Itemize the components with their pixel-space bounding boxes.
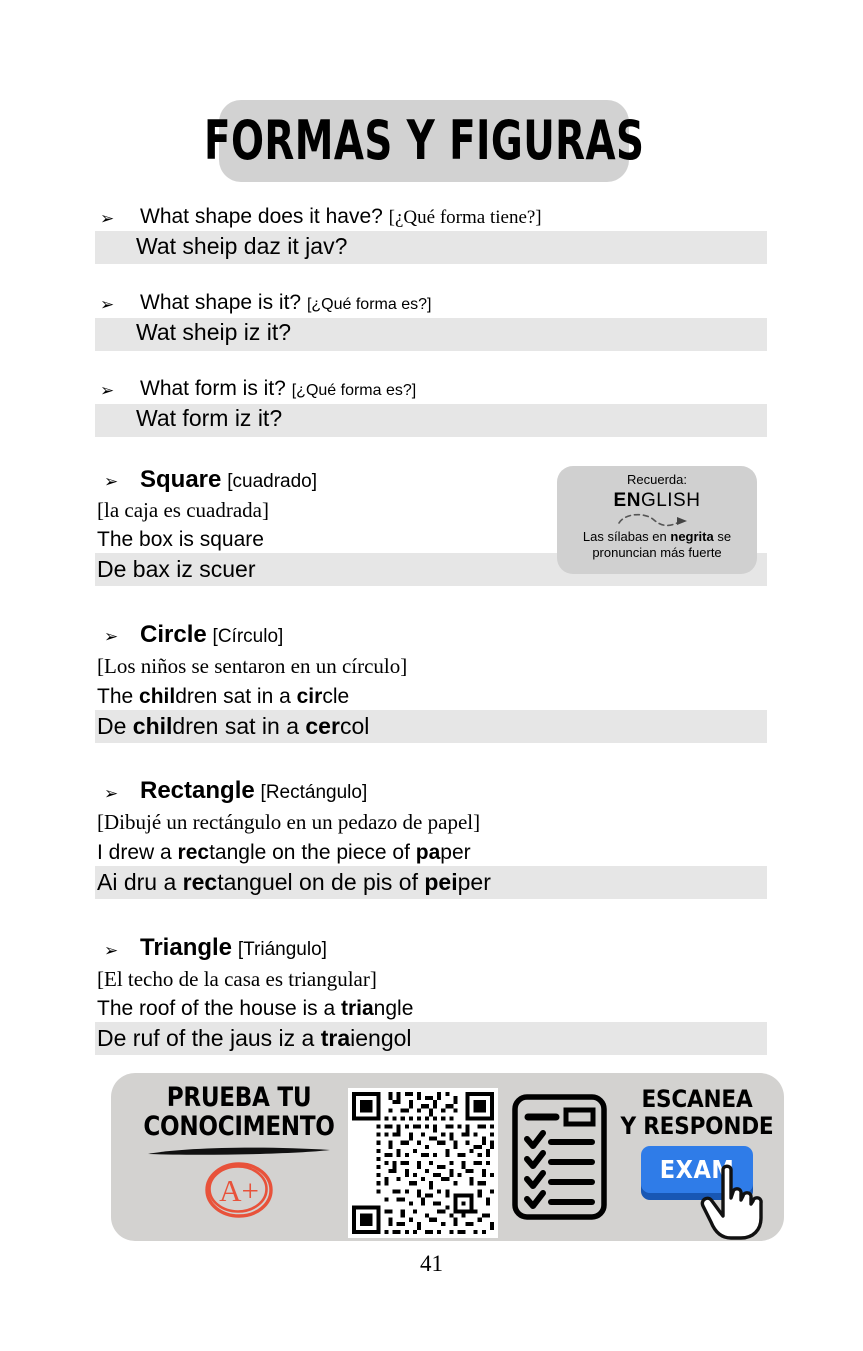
svg-text:A+: A+ [219,1173,259,1209]
callout-title: Recuerda: [627,472,687,487]
exam-button-wrap [641,1146,753,1202]
stressed-syllable: chil [139,685,176,708]
grade-aplus-icon [202,1158,276,1220]
shape-sentence-spanish: [Dibujé un rectángulo en un pedazo de papel] [97,810,481,834]
promo-title-line2: CONOCIMENTO [143,1111,335,1143]
bullet-arrow-icon: ➢ [100,295,115,315]
callout-note-line2: pronuncian más fuerte [592,545,722,561]
stressed-syllable: chil [132,713,173,739]
stressed-syllable: tra [320,1025,351,1051]
qr-code[interactable] [348,1088,498,1238]
question-phonetic: Wat sheip daz it jav? [136,233,348,259]
promo-right-block [613,1086,781,1202]
promo-left-block [123,1083,355,1220]
shape-heading [140,467,317,492]
shape-sentence-spanish: [El techo de la casa es triangular] [97,967,377,991]
callout-english-rest: GLISH [640,490,701,511]
stressed-syllable: pa [415,841,441,864]
stressed-syllable: cir [296,685,323,708]
page-title-banner [203,100,645,182]
text-run: The box is square [97,528,264,551]
callout-english-word [557,490,757,512]
callout-note-bold: negrita [670,529,714,544]
brush-underline-icon [146,1144,332,1156]
shape-translation: [Rectángulo] [260,782,368,803]
shape-word: Triangle [140,934,233,961]
text-run: col [339,713,370,739]
question-english: What shape does it have? [140,205,383,228]
text-run: iengol [350,1025,412,1051]
page-title: FORMAS Y FIGURAS [203,109,645,172]
question-english: What shape is it? [140,291,302,314]
text-run: The roof of the house is a [97,997,341,1020]
stressed-syllable: rec [177,841,210,864]
text-run: tanguel on de pis of [217,869,425,895]
shape-phonetic [97,715,369,738]
shape-sentence-english [97,842,471,863]
text-run: The [97,685,140,708]
question-english: What form is it? [140,377,286,400]
promo-title-line1: PRUEBA TU [166,1082,312,1113]
shape-word: Rectangle [140,777,255,804]
text-run: per [440,841,471,864]
hand-cursor-icon [697,1162,769,1242]
shape-heading [140,778,367,803]
promo-right-line1: ESCANEA [641,1085,753,1113]
shape-sentence-spanish: [Los niños se sentaron en un círculo] [97,654,408,678]
shape-sentence-spanish: [la caja es cuadrada] [97,498,269,522]
question-spanish: [¿Qué forma es?] [306,296,432,313]
remember-callout [557,466,757,574]
shape-phonetic [97,1027,412,1050]
quiz-promo-banner [111,1073,784,1241]
question-line [140,378,416,400]
shape-phonetic [97,558,256,581]
callout-english-bold: EN [613,490,641,511]
shape-word: Square [140,466,222,493]
text-run: De [97,713,133,739]
stressed-syllable: pei [424,869,458,895]
exam-button-label: EXAM [659,1154,735,1184]
question-line [140,206,542,228]
text-run: I drew a [97,841,178,864]
text-run: ngle [373,997,414,1020]
question-spanish: [¿Qué forma es?] [291,382,417,399]
shape-translation: [Círculo] [212,626,284,647]
bullet-arrow-icon: ➢ [100,381,115,401]
shape-word: Circle [140,621,207,648]
question-phonetic: Wat sheip iz it? [136,319,292,345]
promo-right-line2: Y RESPONDE [620,1111,774,1140]
text-run: De ruf of the jaus iz a [97,1025,321,1051]
stressed-syllable: rec [182,869,218,895]
callout-note-after: se [713,529,732,544]
shape-sentence-english [97,529,264,550]
bullet-arrow-icon: ➢ [104,784,119,804]
shape-sentence-english [97,686,349,707]
checklist-icon [511,1093,608,1221]
shape-translation: [cuadrado] [227,471,318,492]
question-spanish: [¿Qué forma tiene?] [388,207,542,228]
text-run: dren sat in a [172,713,306,739]
shape-phonetic [97,871,491,894]
bullet-arrow-icon: ➢ [104,941,119,961]
shape-sentence-english [97,998,413,1019]
text-run: per [457,869,491,895]
shape-heading [140,935,327,960]
page-number: 41 [420,1251,443,1276]
shape-heading [140,622,283,647]
text-run: cle [322,685,350,708]
stressed-syllable: tria [340,997,374,1020]
text-run: De bax iz scuer [97,556,256,582]
text-run: dren sat in a [175,685,297,708]
stressed-syllable: cer [305,713,340,739]
bullet-arrow-icon: ➢ [104,627,119,647]
callout-note [557,529,757,545]
shape-translation: [Triángulo] [237,939,327,960]
bullet-arrow-icon: ➢ [104,472,119,492]
question-line [140,292,431,314]
text-run: Ai dru a [97,869,183,895]
dashed-arrow-icon [557,511,757,529]
text-run: tangle on the piece of [209,841,416,864]
question-phonetic: Wat form iz it? [136,405,283,431]
bullet-arrow-icon: ➢ [100,209,115,229]
callout-note-before: Las sílabas en [582,529,671,544]
